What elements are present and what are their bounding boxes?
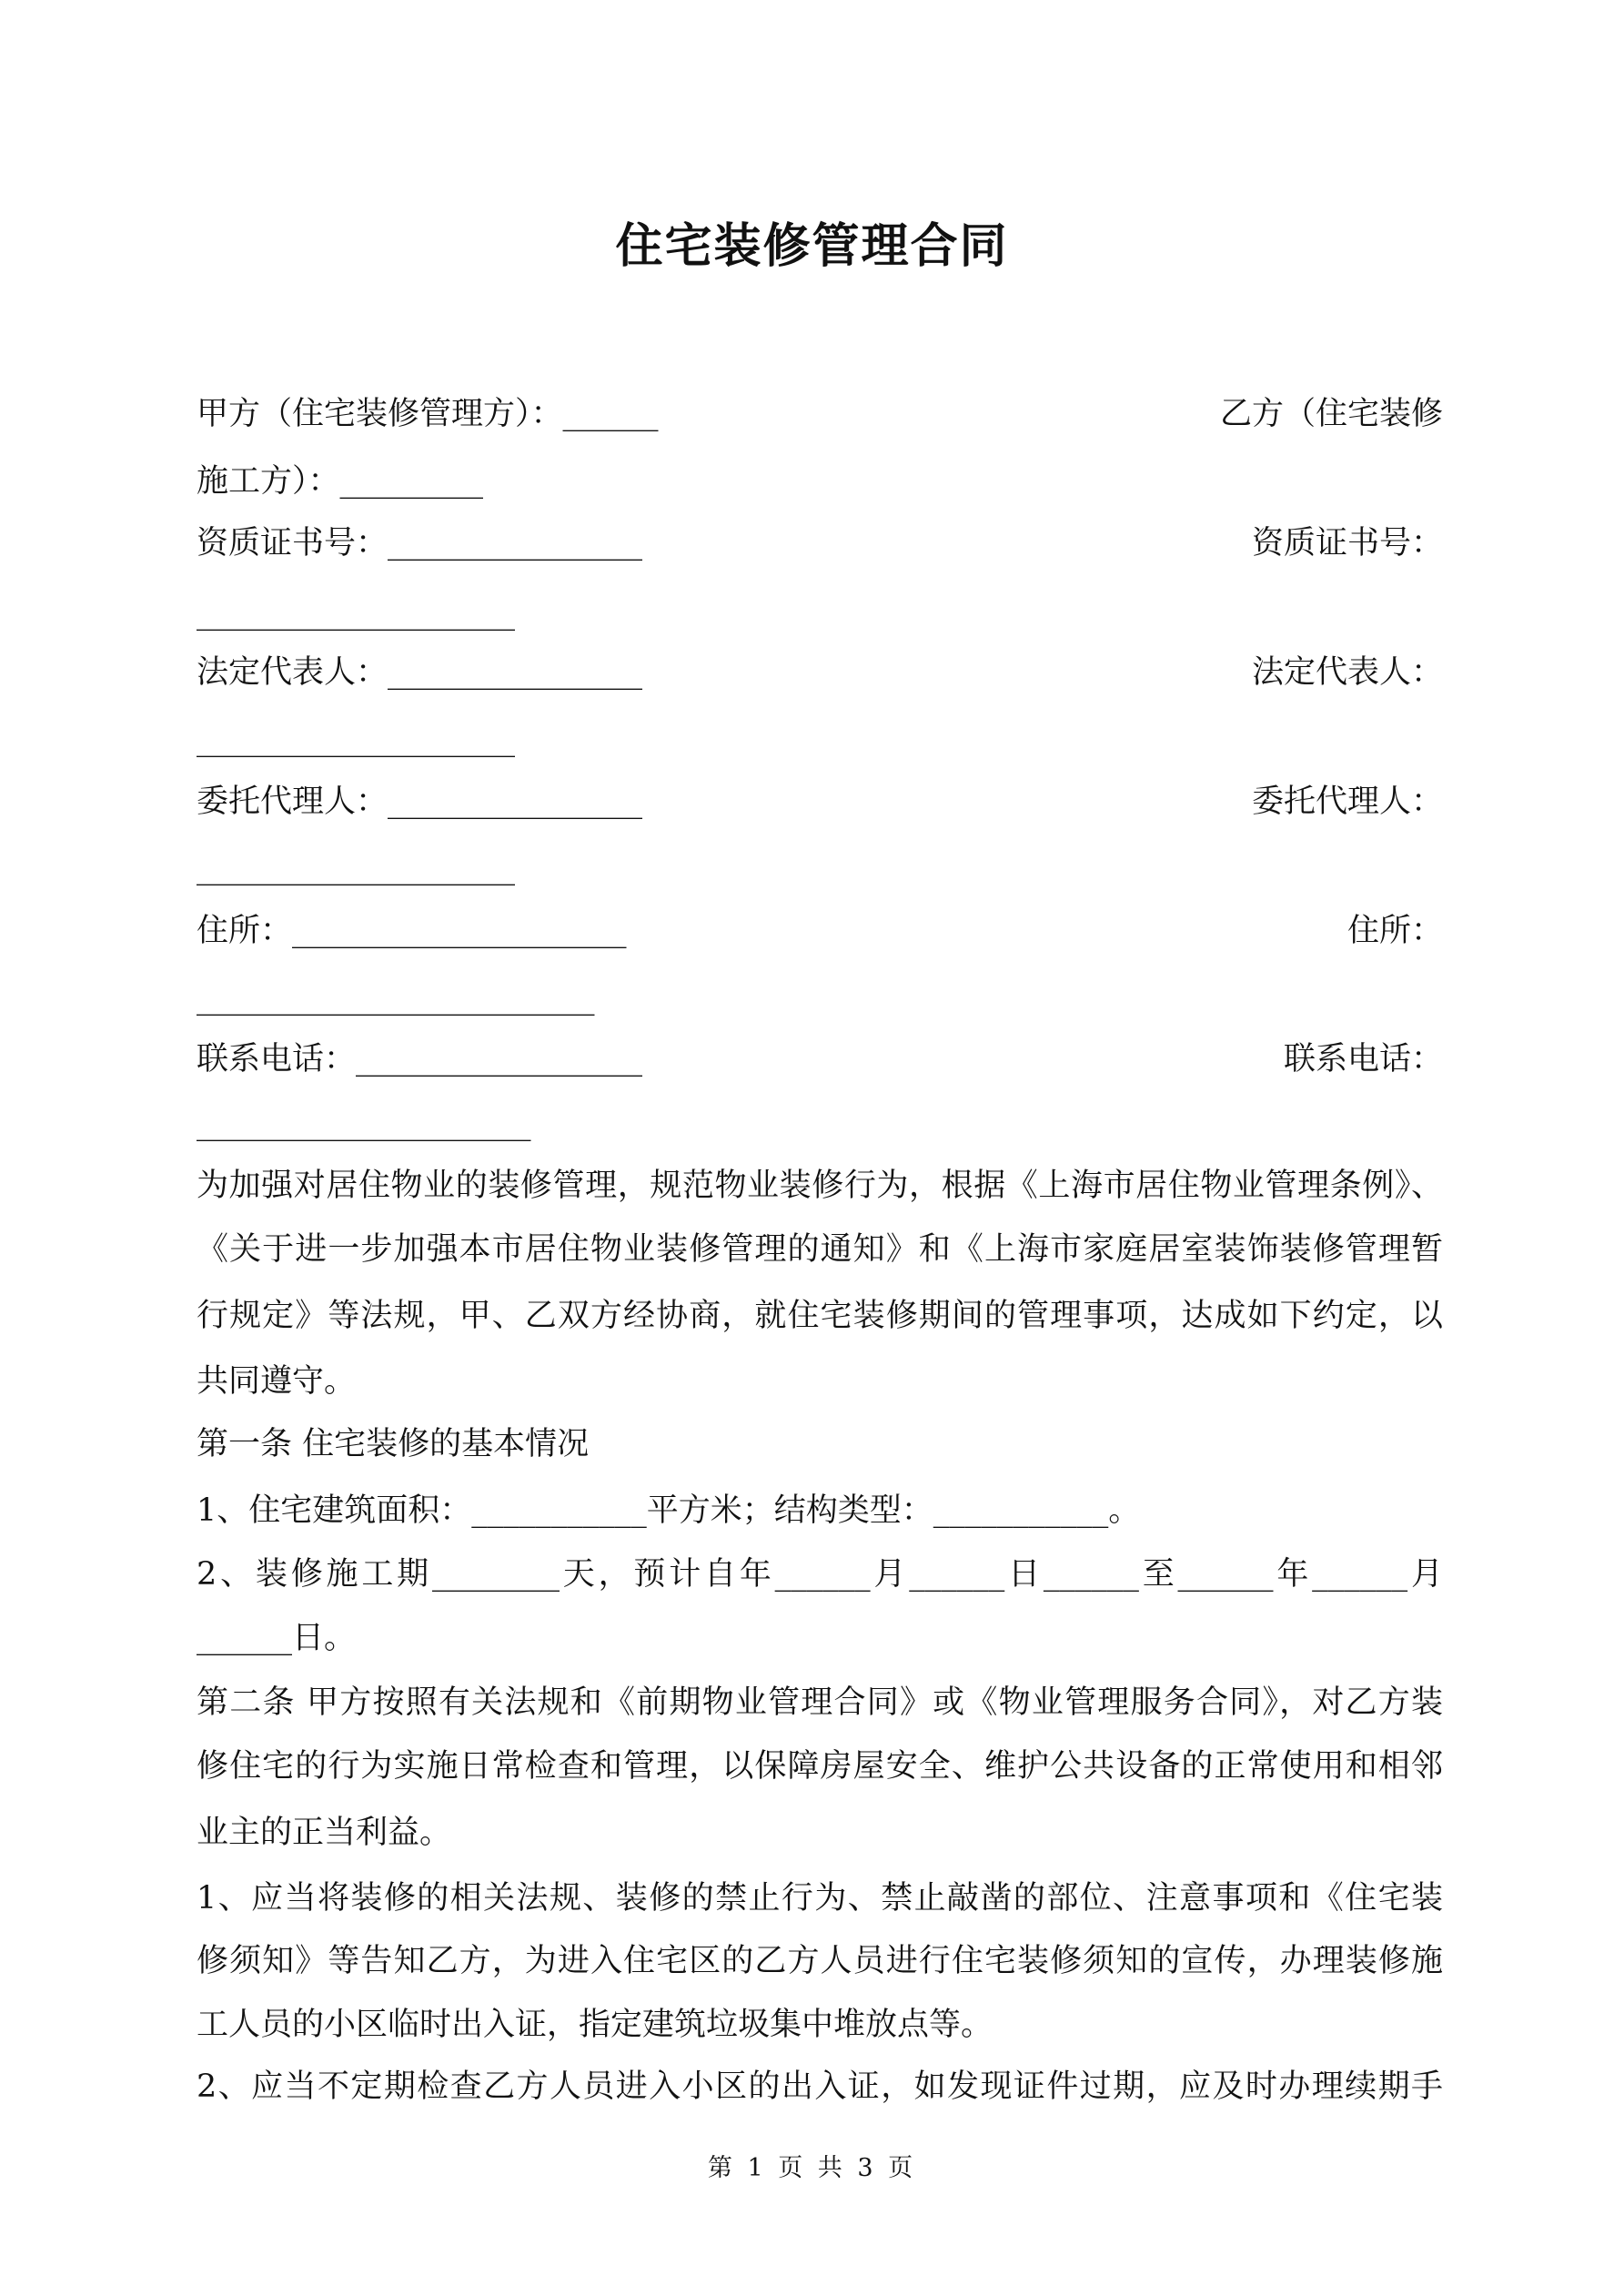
party-a-field: 法定代表人：________________ <box>197 654 643 691</box>
party-info-row <box>197 1101 1443 1147</box>
page-number: 第 1 页 共 3 页 <box>707 2154 917 2182</box>
party-info-row <box>197 845 1443 891</box>
party-info-row <box>197 1037 1443 1082</box>
party-b-field: 联系电话： <box>1283 1041 1443 1077</box>
body-text-line: 共同遵守。 <box>197 1363 357 1400</box>
body-text-line: 业主的正当利益。 <box>197 1815 452 1851</box>
body-text-line: 行规定》等法规，甲、乙双方经协商，就住宅装修期间的管理事项，达成如下约定，以 <box>197 1298 1443 1334</box>
body-text-line: 修住宅的行为实施日常检查和管理，以保障房屋安全、维护公共设备的正常使用和相邻 <box>197 1748 1443 1785</box>
party-a-field: 委托代理人：________________ <box>197 784 643 820</box>
party-info-row <box>197 391 1443 437</box>
party-info-row <box>197 908 1443 954</box>
body-text-line: 第一条 住宅装修的基本情况 <box>197 1426 590 1462</box>
party-b-field: 乙方（住宅装修 <box>1219 396 1443 432</box>
party-b-field: 资质证书号： <box>1251 525 1443 561</box>
party-a-field: ____________________ <box>197 722 515 758</box>
party-a-field: ____________________ <box>197 595 515 632</box>
body-text-line: 2、装修施工期________天，预计自年______月______日______至______年______月 <box>197 1556 1443 1593</box>
party-a-field: 施工方）：_________ <box>197 463 484 500</box>
party-a-field: _____________________ <box>197 1106 531 1142</box>
body-text-line: 1、应当将装修的相关法规、装修的禁止行为、禁止敲凿的部位、注意事项和《住宅装 <box>197 1880 1443 1917</box>
party-info-row <box>197 591 1443 636</box>
party-a-field: 住所：_____________________ <box>197 913 627 949</box>
party-info-row <box>197 459 1443 504</box>
body-text-line: 工人员的小区临时出入证，指定建筑垃圾集中堆放点等。 <box>197 2007 994 2043</box>
party-a-field: _________________________ <box>197 980 595 1017</box>
body-text-line: 2、应当不定期检查乙方人员进入小区的出入证，如发现证件过期，应及时办理续期手 <box>197 2068 1443 2105</box>
party-info-row <box>197 976 1443 1021</box>
document-title: 住宅装修管理合同 <box>615 218 1009 274</box>
body-text-line: 第二条 甲方按照有关法规和《前期物业管理合同》或《物业管理服务合同》，对乙方装 <box>197 1684 1443 1721</box>
body-text-line: 1、住宅建筑面积：___________平方米；结构类型：___________。 <box>197 1492 1141 1529</box>
party-a-field: ____________________ <box>197 850 515 886</box>
body-text-line: 为加强对居住物业的装修管理，规范物业装修行为，根据《上海市居住物业管理条例》、 <box>197 1168 1443 1204</box>
party-b-field: 住所： <box>1347 913 1443 949</box>
party-info-row <box>197 521 1443 566</box>
party-a-field: 甲方（住宅装修管理方）：______ <box>197 396 659 432</box>
party-b-field: 委托代理人： <box>1251 784 1443 820</box>
body-text-line: 《关于进一步加强本市居住物业装修管理的通知》和《上海市家庭居室装饰装修管理暂 <box>197 1231 1443 1268</box>
party-b-field: 法定代表人： <box>1251 654 1443 691</box>
body-text-line: ______日。 <box>197 1620 357 1656</box>
party-a-field: 联系电话：__________________ <box>197 1041 643 1077</box>
party-info-row <box>197 779 1443 824</box>
party-info-row <box>197 650 1443 695</box>
body-text-line: 修须知》等告知乙方，为进入住宅区的乙方人员进行住宅装修须知的宣传，办理装修施 <box>197 1943 1443 1979</box>
party-info-row <box>197 717 1443 763</box>
party-a-field: 资质证书号：________________ <box>197 525 643 561</box>
